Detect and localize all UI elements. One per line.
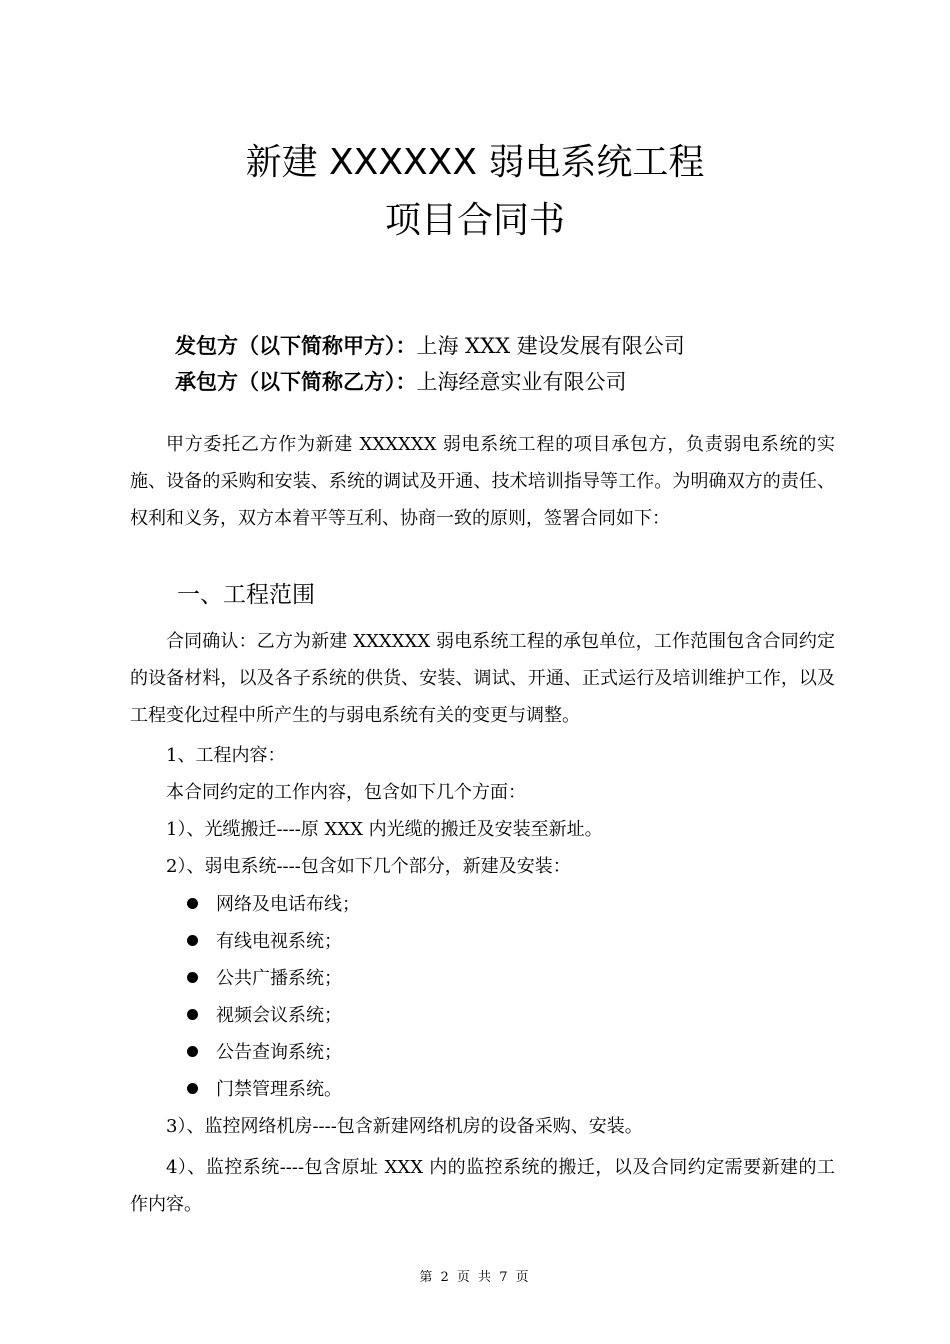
bullet-item [187, 890, 360, 920]
bullet-item [187, 1001, 342, 1031]
bullet-item [187, 964, 342, 994]
list-item-network-room: 3）、监控网络机房----包含新建网络机房的设备采购、安装。 [166, 1116, 643, 1137]
bullet-icon [187, 972, 198, 983]
bullet-text: 门禁管理系统。 [216, 1079, 342, 1100]
bullet-text: 网络及电话布线； [216, 894, 360, 915]
party-b-value: 上海经意实业有限公司 [416, 370, 627, 394]
bullet-icon [187, 1046, 198, 1057]
bullet-text: 视频会议系统； [216, 1005, 342, 1026]
bullet-icon [187, 935, 198, 946]
bullet-text: 有线电视系统； [216, 931, 342, 952]
bullet-text: 公告查询系统； [216, 1042, 342, 1063]
page-number-footer: 第 2 页 共 7 页 [419, 1270, 531, 1285]
list-item-fiber: 1）、光缆搬迁----原 XXX 内光缆的搬迁及安装至新址。 [166, 819, 603, 840]
list-item-weak-current: 2）、弱电系统----包含如下几个部分，新建及安装： [166, 856, 571, 877]
bullet-icon [187, 898, 198, 909]
party-b [175, 367, 627, 397]
bullet-text: 公共广播系统； [216, 968, 342, 989]
subsection-intro: 本合同约定的工作内容，包含如下几个方面： [166, 782, 526, 803]
party-a [175, 331, 685, 361]
document-title-line2: 项目合同书 [384, 200, 565, 241]
intro-paragraph: 甲方委托乙方作为新建 XXXXXX 弱电系统工程的项目承包方，负责弱电系统的实施、设备的采购和安装、系统的调试及开通、技术培训指导等工作。为明确双方的责任、权利和义务，双方本着平等互利、协商一致的原则，签署合同如下： [130, 434, 835, 529]
party-a-value: 上海 XXX 建设发展有限公司 [416, 334, 685, 358]
bullet-icon [187, 1009, 198, 1020]
subsection-title: 1、工程内容： [166, 745, 286, 766]
party-a-label: 发包方（以下简称甲方）： [175, 334, 417, 358]
bullet-item [187, 927, 342, 957]
document-title-line1: 新建 XXXXXX 弱电系统工程 [245, 142, 705, 183]
bullet-icon [187, 1083, 198, 1094]
scope-paragraph: 合同确认：乙方为新建 XXXXXX 弱电系统工程的承包单位，工作范围包含合同约定的设备材料，以及各子系统的供货、安装、调试、开通、正式运行及培训维护工作，以及工程变化过程中所产生的与弱电系统有关的变更与调整。 [130, 631, 835, 726]
section-heading-scope: 一、工程范围 [177, 582, 315, 608]
bullet-item [187, 1075, 342, 1105]
bullet-item [187, 1038, 342, 1068]
party-b-label: 承包方（以下简称乙方）： [175, 370, 417, 394]
list-item-monitoring: 4）、监控系统----包含原址 XXX 内的监控系统的搬迁，以及合同约定需要新建的工作内容。 [130, 1157, 835, 1215]
